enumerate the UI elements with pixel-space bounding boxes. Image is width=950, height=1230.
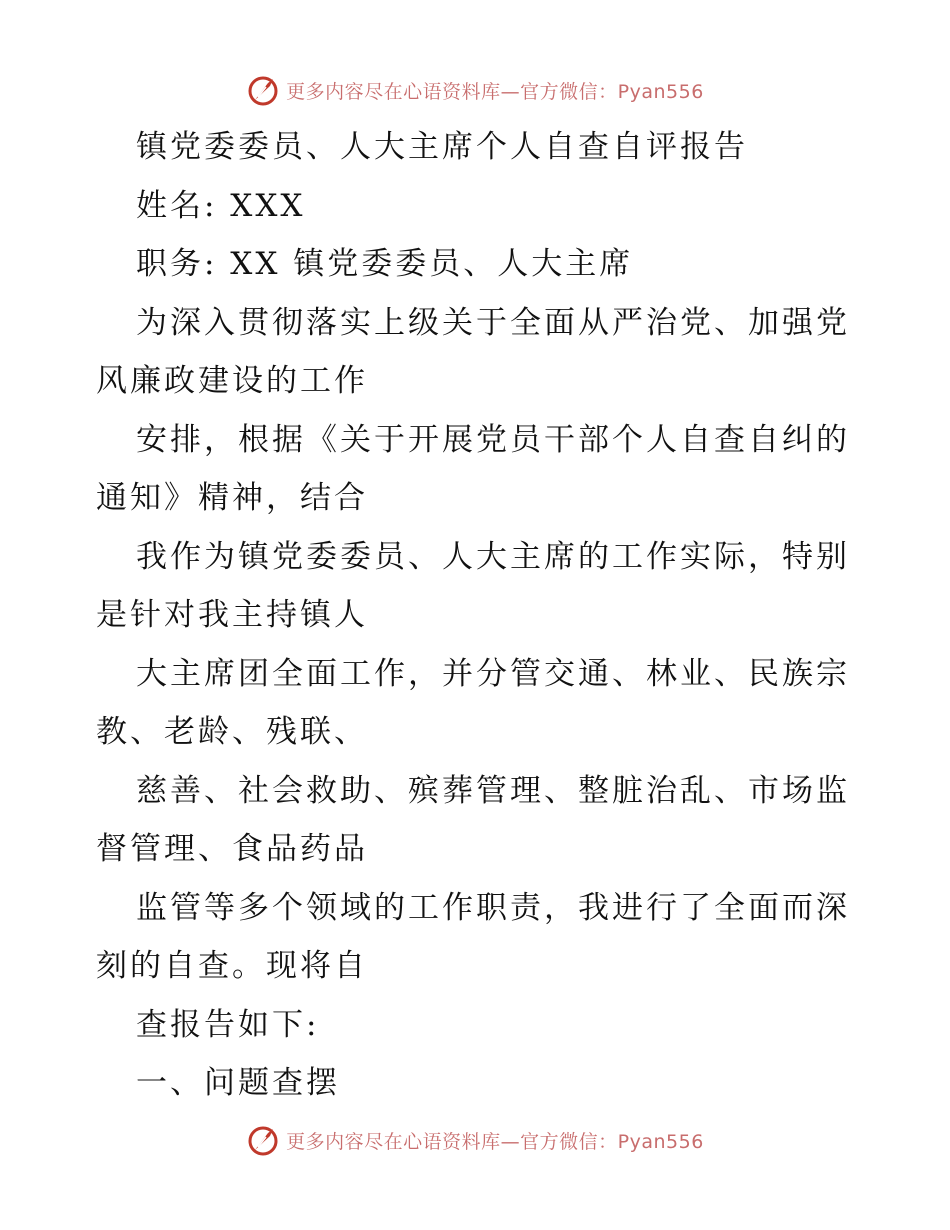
paragraph-line: 通知》精神，结合	[96, 480, 368, 516]
name-line: 姓名: XXX	[136, 187, 306, 224]
watermark-footer	[0, 1120, 950, 1160]
section-heading: 一、问题查摆	[136, 1065, 340, 1101]
watermark-text: 更多内容尽在心语资料库—官方微信：Pyan556	[286, 1130, 704, 1153]
paragraph-line: 为深入贯彻落实上级关于全面从严治党、加强党	[136, 304, 850, 341]
position-line: 职务: XX 镇党委委员、人大主席	[136, 246, 634, 282]
document-title: 镇党委委员、人大主席个人自查自评报告	[136, 129, 748, 165]
paragraph-line: 安排，根据《关于开展党员干部个人自查自纠的	[136, 421, 850, 458]
document-body	[96, 118, 856, 1113]
feather-pen-logo-icon	[246, 1123, 280, 1157]
paragraph-line: 刻的自查。现将自	[96, 948, 368, 984]
paragraph-line: 慈善、社会救助、殡葬管理、整脏治乱、市场监	[136, 772, 850, 809]
watermark-header	[0, 70, 950, 110]
paragraph-line: 风廉政建设的工作	[96, 363, 368, 399]
paragraph-line: 督管理、食品药品	[96, 831, 368, 867]
paragraph-line: 是针对我主持镇人	[96, 597, 368, 633]
feather-pen-logo-icon	[246, 73, 280, 107]
paragraph-line: 查报告如下:	[136, 1006, 320, 1043]
paragraph-line: 我作为镇党委委员、人大主席的工作实际，特别	[136, 538, 850, 575]
paragraph-line: 大主席团全面工作，并分管交通、林业、民族宗	[136, 655, 850, 692]
paragraph-line: 教、老龄、残联、	[96, 714, 368, 750]
paragraph-line: 监管等多个领域的工作职责，我进行了全面而深	[136, 889, 850, 926]
watermark-text: 更多内容尽在心语资料库—官方微信：Pyan556	[286, 80, 704, 103]
